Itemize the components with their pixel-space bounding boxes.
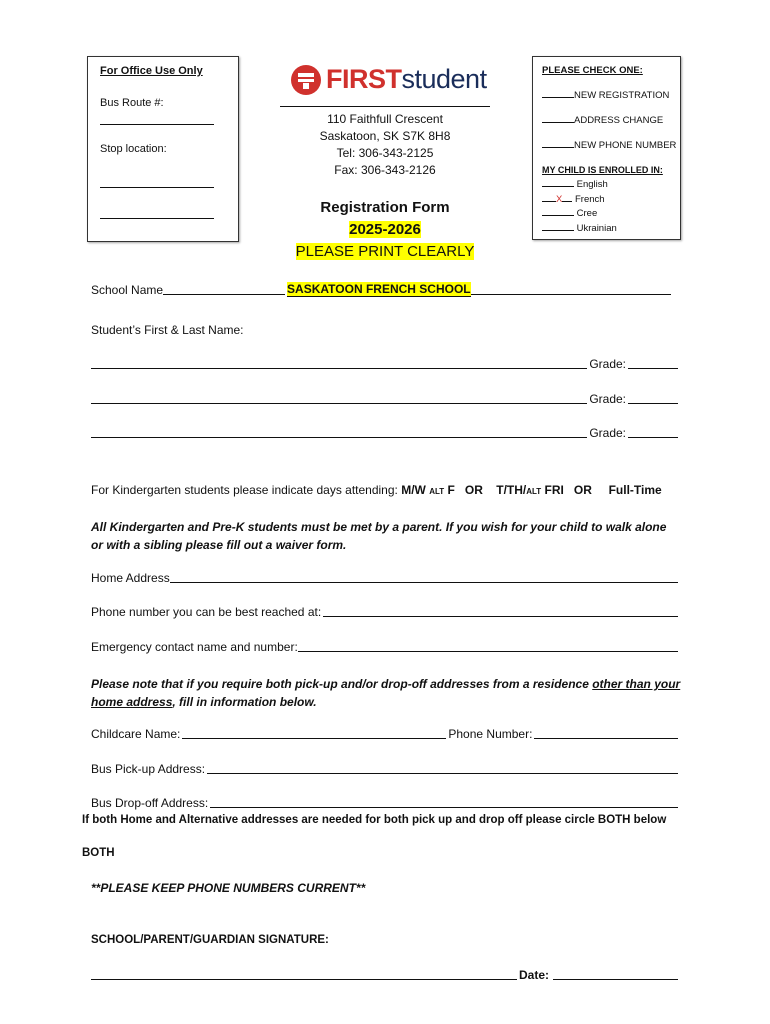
phone-label: Phone number you can be best reached at: xyxy=(91,605,322,619)
office-use-box xyxy=(87,56,239,242)
home-address-row[interactable] xyxy=(91,571,680,585)
enrolled-heading: MY CHILD IS ENROLLED IN: xyxy=(542,165,663,175)
address-city: Saskatoon, SK S7K 8H8 xyxy=(319,129,451,143)
phone-row[interactable] xyxy=(91,605,680,619)
bus-route-label: Bus Route #: xyxy=(100,97,164,109)
school-address-block xyxy=(290,111,480,179)
option-new-registration[interactable]: NEW REGISTRATION xyxy=(542,90,669,101)
address-fax: Fax: 306-343-2126 xyxy=(334,163,436,177)
french-checkmark: X xyxy=(556,194,563,205)
both-option[interactable]: BOTH xyxy=(82,847,115,859)
option-address-change[interactable]: ADDRESS CHANGE xyxy=(542,115,663,126)
pickup-label: Bus Pick-up Address: xyxy=(91,762,206,776)
first-student-logo xyxy=(290,62,490,98)
childcare-phone-label: Phone Number: xyxy=(448,727,533,741)
student-row-1[interactable] xyxy=(91,357,680,371)
emergency-label: Emergency contact name and number: xyxy=(91,640,298,654)
option-new-phone[interactable]: NEW PHONE NUMBER xyxy=(542,140,676,151)
home-address-label: Home Address xyxy=(91,571,170,585)
option-mw[interactable]: M/W ALT F xyxy=(401,483,455,497)
language-ukrainian[interactable]: Ukrainian xyxy=(542,223,617,234)
student-row-3[interactable] xyxy=(91,426,680,440)
language-french[interactable]: X French xyxy=(542,194,605,205)
language-cree[interactable]: Cree xyxy=(542,208,597,219)
stop-location-line-1[interactable] xyxy=(100,187,214,188)
logo-word-student: student xyxy=(401,64,487,94)
print-clearly-note: PLEASE PRINT CLEARLY xyxy=(295,243,475,260)
address-street: 110 Faithfull Crescent xyxy=(327,112,443,126)
form-title: Registration Form xyxy=(320,199,450,216)
pickup-row[interactable] xyxy=(91,762,680,776)
date-label: Date: xyxy=(518,968,549,982)
signature-row[interactable] xyxy=(91,968,680,982)
check-one-box xyxy=(532,56,681,240)
signature-label: SCHOOL/PARENT/GUARDIAN SIGNATURE: xyxy=(91,934,329,946)
childcare-row[interactable] xyxy=(91,727,680,741)
grade-label-3: Grade: xyxy=(589,426,626,440)
form-title-block xyxy=(285,198,485,262)
grade-label-2: Grade: xyxy=(589,392,626,406)
kindergarten-days xyxy=(91,483,662,497)
or-1: OR xyxy=(464,483,483,497)
check-one-heading: PLEASE CHECK ONE: xyxy=(542,65,643,76)
school-name-row xyxy=(91,282,673,297)
phone-current-note: **PLEASE KEEP PHONE NUMBERS CURRENT** xyxy=(91,881,366,895)
or-2: OR xyxy=(573,483,592,497)
student-name-label: Student’s First & Last Name: xyxy=(91,323,244,337)
emergency-row[interactable] xyxy=(91,640,680,654)
both-addresses-note: If both Home and Alternative addresses are needed for both pick up and drop off please circle BOTH below xyxy=(82,814,667,826)
logo-divider xyxy=(280,106,490,107)
grade-label-1: Grade: xyxy=(589,357,626,371)
dropoff-row[interactable] xyxy=(91,796,680,810)
stop-location-line-2[interactable] xyxy=(100,218,214,219)
school-name-label: School Name xyxy=(91,283,164,297)
option-full-time[interactable]: Full-Time xyxy=(608,483,662,497)
bus-route-line[interactable] xyxy=(100,124,214,125)
childcare-label: Childcare Name: xyxy=(91,727,181,741)
parent-notice: All Kindergarten and Pre-K students must be met by a parent. If you wish for your child to walk alone or with a sibling please fill out a waiver form. xyxy=(91,520,667,552)
logo-word-first: FIRST xyxy=(326,64,402,94)
kindergarten-text: For Kindergarten students please indicate days attending: xyxy=(91,483,398,497)
language-english[interactable]: English xyxy=(542,179,608,190)
logo-emblem-icon xyxy=(290,64,322,96)
address-tel: Tel: 306-343-2125 xyxy=(336,146,434,160)
alt-address-notice: Please note that if you require both pick-up and/or drop-off addresses from a residence other than your home address, fill in information below. xyxy=(91,677,681,709)
form-year: 2025-2026 xyxy=(349,221,421,238)
student-row-2[interactable] xyxy=(91,392,680,406)
school-name-value[interactable]: SASKATOON FRENCH SCHOOL xyxy=(287,282,471,296)
option-tth[interactable]: T/TH/ALT FRI xyxy=(496,483,564,497)
dropoff-label: Bus Drop-off Address: xyxy=(91,796,209,810)
office-use-heading: For Office Use Only xyxy=(100,65,203,77)
stop-location-label: Stop location: xyxy=(100,143,167,155)
